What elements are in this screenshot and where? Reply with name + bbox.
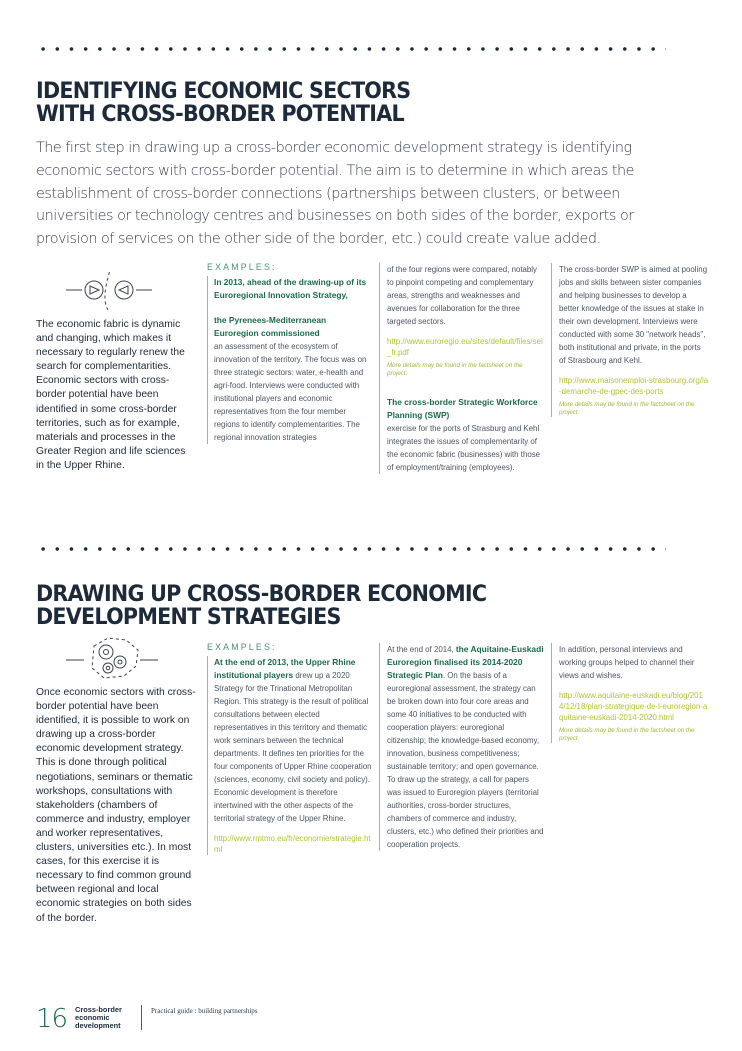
footer-title-line: economic	[75, 1013, 110, 1022]
example-link[interactable]: http://www.euroregio.eu/sites/default/files/sei_fr.pdf	[387, 337, 543, 357]
section2-side-text: Once economic sectors with cross-border potential have been identified, it is possible to work on drawing up a cross-border economic development strategy. This is done through political negotiations, seminars or thematic workshops, consultations with stakeholders (chambers of commerce and industry, employer and worker representatives, clusters, universities etc.). In most cases, for this exercise it is necessary to find common ground between regional and local economic strategies on both sides of the border.	[36, 687, 196, 924]
footer-publication-title	[75, 1006, 122, 1030]
section2-example-col2: At the end of 2014, the Aquitaine-Euskadi Euroregion finalised its 2014-2020 Strategic Plan. On the basis of a euroregional assessment, the strategy can be broken down into four core areas and some 40 initiatives to be conducted with cooperation players: euroregional citizenship; the knowledge-based economy, innovation, business competitiveness; sustainable territory; and open governance. To draw up the strategy, a call for papers was issued to Euroregion players (territorial authorities, cross-border structures, chambers of commerce and industry, clusters, etc.) who defined their priorities and cooperation projects.	[379, 643, 544, 851]
example-text: of the four regions were compared, notably to pinpoint competing and complementary areas, strengths and weaknesses and avenues for collaboration for the three targeted sectors.	[387, 265, 538, 326]
exchange-arrows-icon	[64, 262, 160, 314]
section1-side-text: The economic fabric is dynamic and changing, which makes it necessary to regularly renew the search for complementarities. Economic sectors with cross-border potential have been identified in some cross-border territories, such as for example, materials and processes in the Greater Region and life sciences in the Upper Rhine.	[36, 319, 186, 471]
example-text: The cross-border SWP is aimed at pooling jobs and skills between sister companies and helping businesses to develop a better knowledge of the issues at stake in their own development. Interviews were conducted with some 30 "network heads", both institutional and private, in the ports of Strasbourg and Kehl.	[559, 265, 708, 365]
footer-guide-title: Practical guide : building partnerships	[151, 1007, 258, 1015]
examples-label: EXAMPLES:	[207, 262, 277, 272]
section2-title-line1: DRAWING UP CROSS-BORDER ECONOMIC	[36, 582, 487, 607]
section2-example-col3	[551, 643, 709, 743]
example-text: exercise for the ports of Strasburg and Kehl integrates the issues of complementarity of the economic fabric (businesses) with those of employment/training (employees).	[387, 424, 541, 472]
section2-title-line2: DEVELOPMENT STRATEGIES	[36, 605, 341, 630]
footer-separator	[141, 1005, 142, 1030]
example-lead: At the end of 2013, the Upper Rhine institutional players	[214, 657, 356, 680]
example-lead: the Pyrenees-Mediterranean Euroregion commissioned	[214, 315, 327, 338]
example-text: an assessment of the ecosystem of innovation of the territory. The focus was on three strategic sectors: water, e-health and agri-food. Interviews were conducted with institutional players and economic representatives from the four member regions to identify complementarities. The regional innovation strategies	[214, 342, 367, 442]
section1-title-line1: IDENTIFYING ECONOMIC SECTORS	[36, 79, 411, 104]
examples-label: EXAMPLES:	[207, 642, 277, 652]
example-text: At the end of 2014,	[387, 645, 454, 654]
example-text: In addition, personal interviews and working groups helped to channel their views and wishes.	[559, 645, 695, 680]
example-lead: The cross-border Strategic Workforce Planning (SWP)	[387, 397, 538, 420]
example-link[interactable]: http://www.maisonemploi-strasbourg.org/la-demarche-de-gpec-des-ports	[559, 376, 709, 396]
example-more-details: More details may be found in the factsheet on the project.	[387, 362, 523, 377]
gears-map-icon	[64, 632, 160, 684]
page-number: 16	[36, 1004, 68, 1034]
section1-title-line2: WITH CROSS-BORDER POTENTIAL	[36, 102, 404, 127]
example-more-details: More details may be found in the factsheet on the project.	[559, 401, 695, 416]
example-more-details: More details may be found in the factsheet on the project.	[559, 727, 695, 742]
dotted-divider	[36, 547, 666, 551]
example-lead: In 2013, ahead of the drawing-up of its Euroregional Innovation Strategy,	[214, 277, 367, 300]
example-link[interactable]: http://www.aquitaine-euskadi.eu/blog/2014/12/18/plan-strategique-de-l-euroregion-aquitaine-euskadi-2014-2020.html	[559, 691, 708, 722]
dotted-divider	[36, 47, 666, 51]
section1-intro: The first step in drawing up a cross-border economic development strategy is identifying economic sectors with cross-border potential. The aim is to determine in which areas the establishment of cross-border connections (partnerships between clusters, or between universities or technology centres and businesses on both sides of the border, exports or provision of services on the other side of the border, etc.) could create value added.	[36, 139, 635, 248]
footer-title-line: Cross-border	[75, 1005, 122, 1014]
section1-example-col2	[379, 263, 544, 474]
section2-example-col1	[207, 642, 372, 855]
example-text: drew up a 2020 Strategy for the Trinational Metropolitan Region. This strategy is the result of political consultations between elected representatives in this territory and thematic work seminars between the technical departments. It defines ten priorities for the four components of Upper Rhine cooperation (sciences, economy, civil society and policy). Economic development is therefore intertwined with the other aspects of the territorial strategy of the Upper Rhine.	[214, 671, 372, 823]
section1-title	[36, 80, 410, 126]
section1-example-col1	[207, 262, 372, 444]
example-link[interactable]: http://www.rmtmo.eu/fr/economie/strategie.html	[214, 834, 371, 854]
footer-title-line: development	[75, 1021, 121, 1030]
example-text: On the basis of a euroregional assessment, the strategy can be broken down into four core areas and some 40 initiatives to be conducted with cooperation players: euroregional citizenship; the knowledge-based economy, innovation, business competitiveness; sustainable territory; and open governance. To draw up the strategy, a call for papers was issued to Euroregion players (territorial authorities, cross-border structures, chambers of commerce and industry, clusters, etc.) who defined their priorities and cooperation projects.	[387, 671, 544, 849]
example-lead: the Aquitaine-Euskadi Euroregion finalised its 2014-2020 Strategic Plan	[387, 644, 544, 680]
section2-title	[36, 583, 486, 629]
section1-example-col3	[551, 263, 709, 417]
